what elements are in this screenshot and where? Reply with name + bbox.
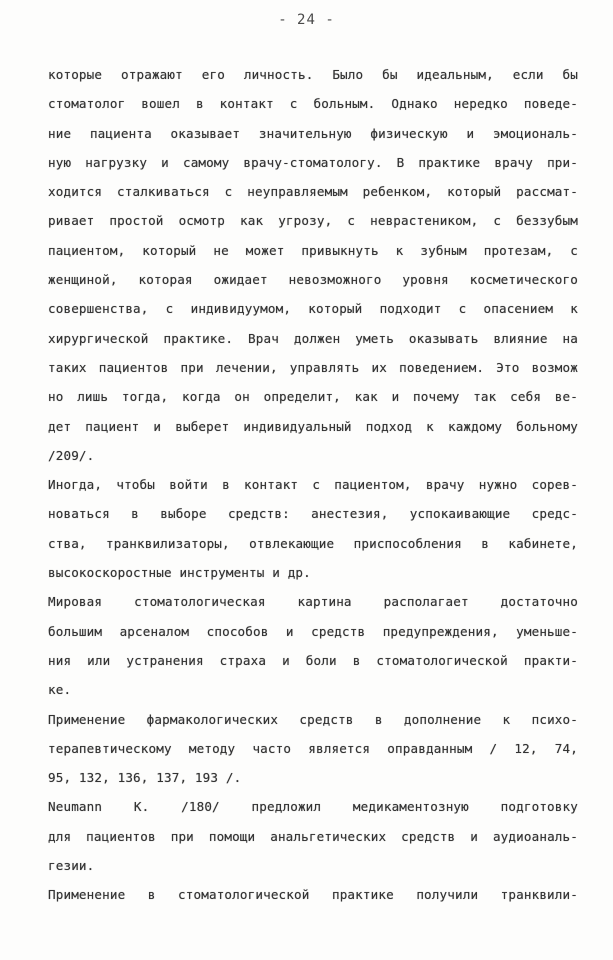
text-line: гезии. — [48, 858, 95, 874]
text-line: большим арсеналом способов и средств предупреждения, уменьше- — [48, 623, 578, 639]
text-line: ства, транквилизаторы, отвлекающие приспособления в кабинете, — [48, 535, 578, 551]
text-line: ние пациента оказывает значительную физическую и эмоциональ- — [48, 125, 578, 141]
text-line: ния или устранения страха и боли в стоматологической практи- — [48, 652, 578, 668]
text-line: ривает простой осмотр как угрозу, с неврастеником, с беззубым — [48, 213, 578, 229]
text-line: ную нагрузку и самому врачу-стоматологу. В практике врачу при- — [48, 154, 578, 170]
text-line: для пациентов при помощи анальгетических средств и аудиоаналь- — [48, 828, 578, 844]
text-line: Мировая стоматологическая картина располагает достаточно — [48, 594, 578, 610]
text-line: /209/. — [48, 447, 95, 463]
text-line: дет пациент и выберет индивидуальный подход к каждому больному — [48, 418, 578, 434]
text-line: ходится сталкиваться с неуправляемым ребенком, который рассмат- — [48, 184, 578, 200]
text-line: ке. — [48, 682, 72, 698]
text-line: новаться в выборе средств: анестезия, успокаивающие средс- — [48, 506, 578, 522]
page-number: - 24 - — [278, 12, 335, 28]
text-line: таких пациентов при лечении, управлять их поведением. Это возмож — [48, 359, 578, 375]
text-line: пациентом, который не может привыкнуть к зубным протезам, с — [48, 242, 578, 258]
text-line: которые отражают его личность. Было бы идеальным, если бы — [48, 67, 578, 82]
text-line: терапевтическому методу часто является оправданным / 12, 74, — [48, 740, 578, 756]
text-line: Иногда, чтобы войти в контакт с пациентом, врачу нужно сорев- — [48, 477, 578, 493]
text-line: высокоскоростные инструменты и др. — [48, 565, 311, 581]
text-line: 95, 132, 136, 137, 193 /. — [48, 770, 242, 786]
text-line: совершенства, с индивидуумом, который подходит с опасением к — [48, 301, 578, 317]
text-line: Применение в стоматологической практике получили транквили- — [48, 887, 578, 903]
text-line: хирургической практике. Врач должен уметь оказывать влияние на — [48, 330, 578, 346]
body-text — [48, 60, 578, 910]
text-line: но лишь тогда, когда он определит, как и почему так себя ве- — [48, 389, 578, 405]
text-line: женщиной, которая ожидает невозможного уровня косметического — [48, 272, 578, 288]
text-line: Применение фармакологических средств в дополнение к психо- — [48, 711, 578, 727]
text-line: Neumann K. /180/ предложил медикаментозную подготовку — [48, 799, 578, 815]
text-line: стоматолог вошел в контакт с больным. Однако нередко поведе- — [48, 96, 578, 112]
